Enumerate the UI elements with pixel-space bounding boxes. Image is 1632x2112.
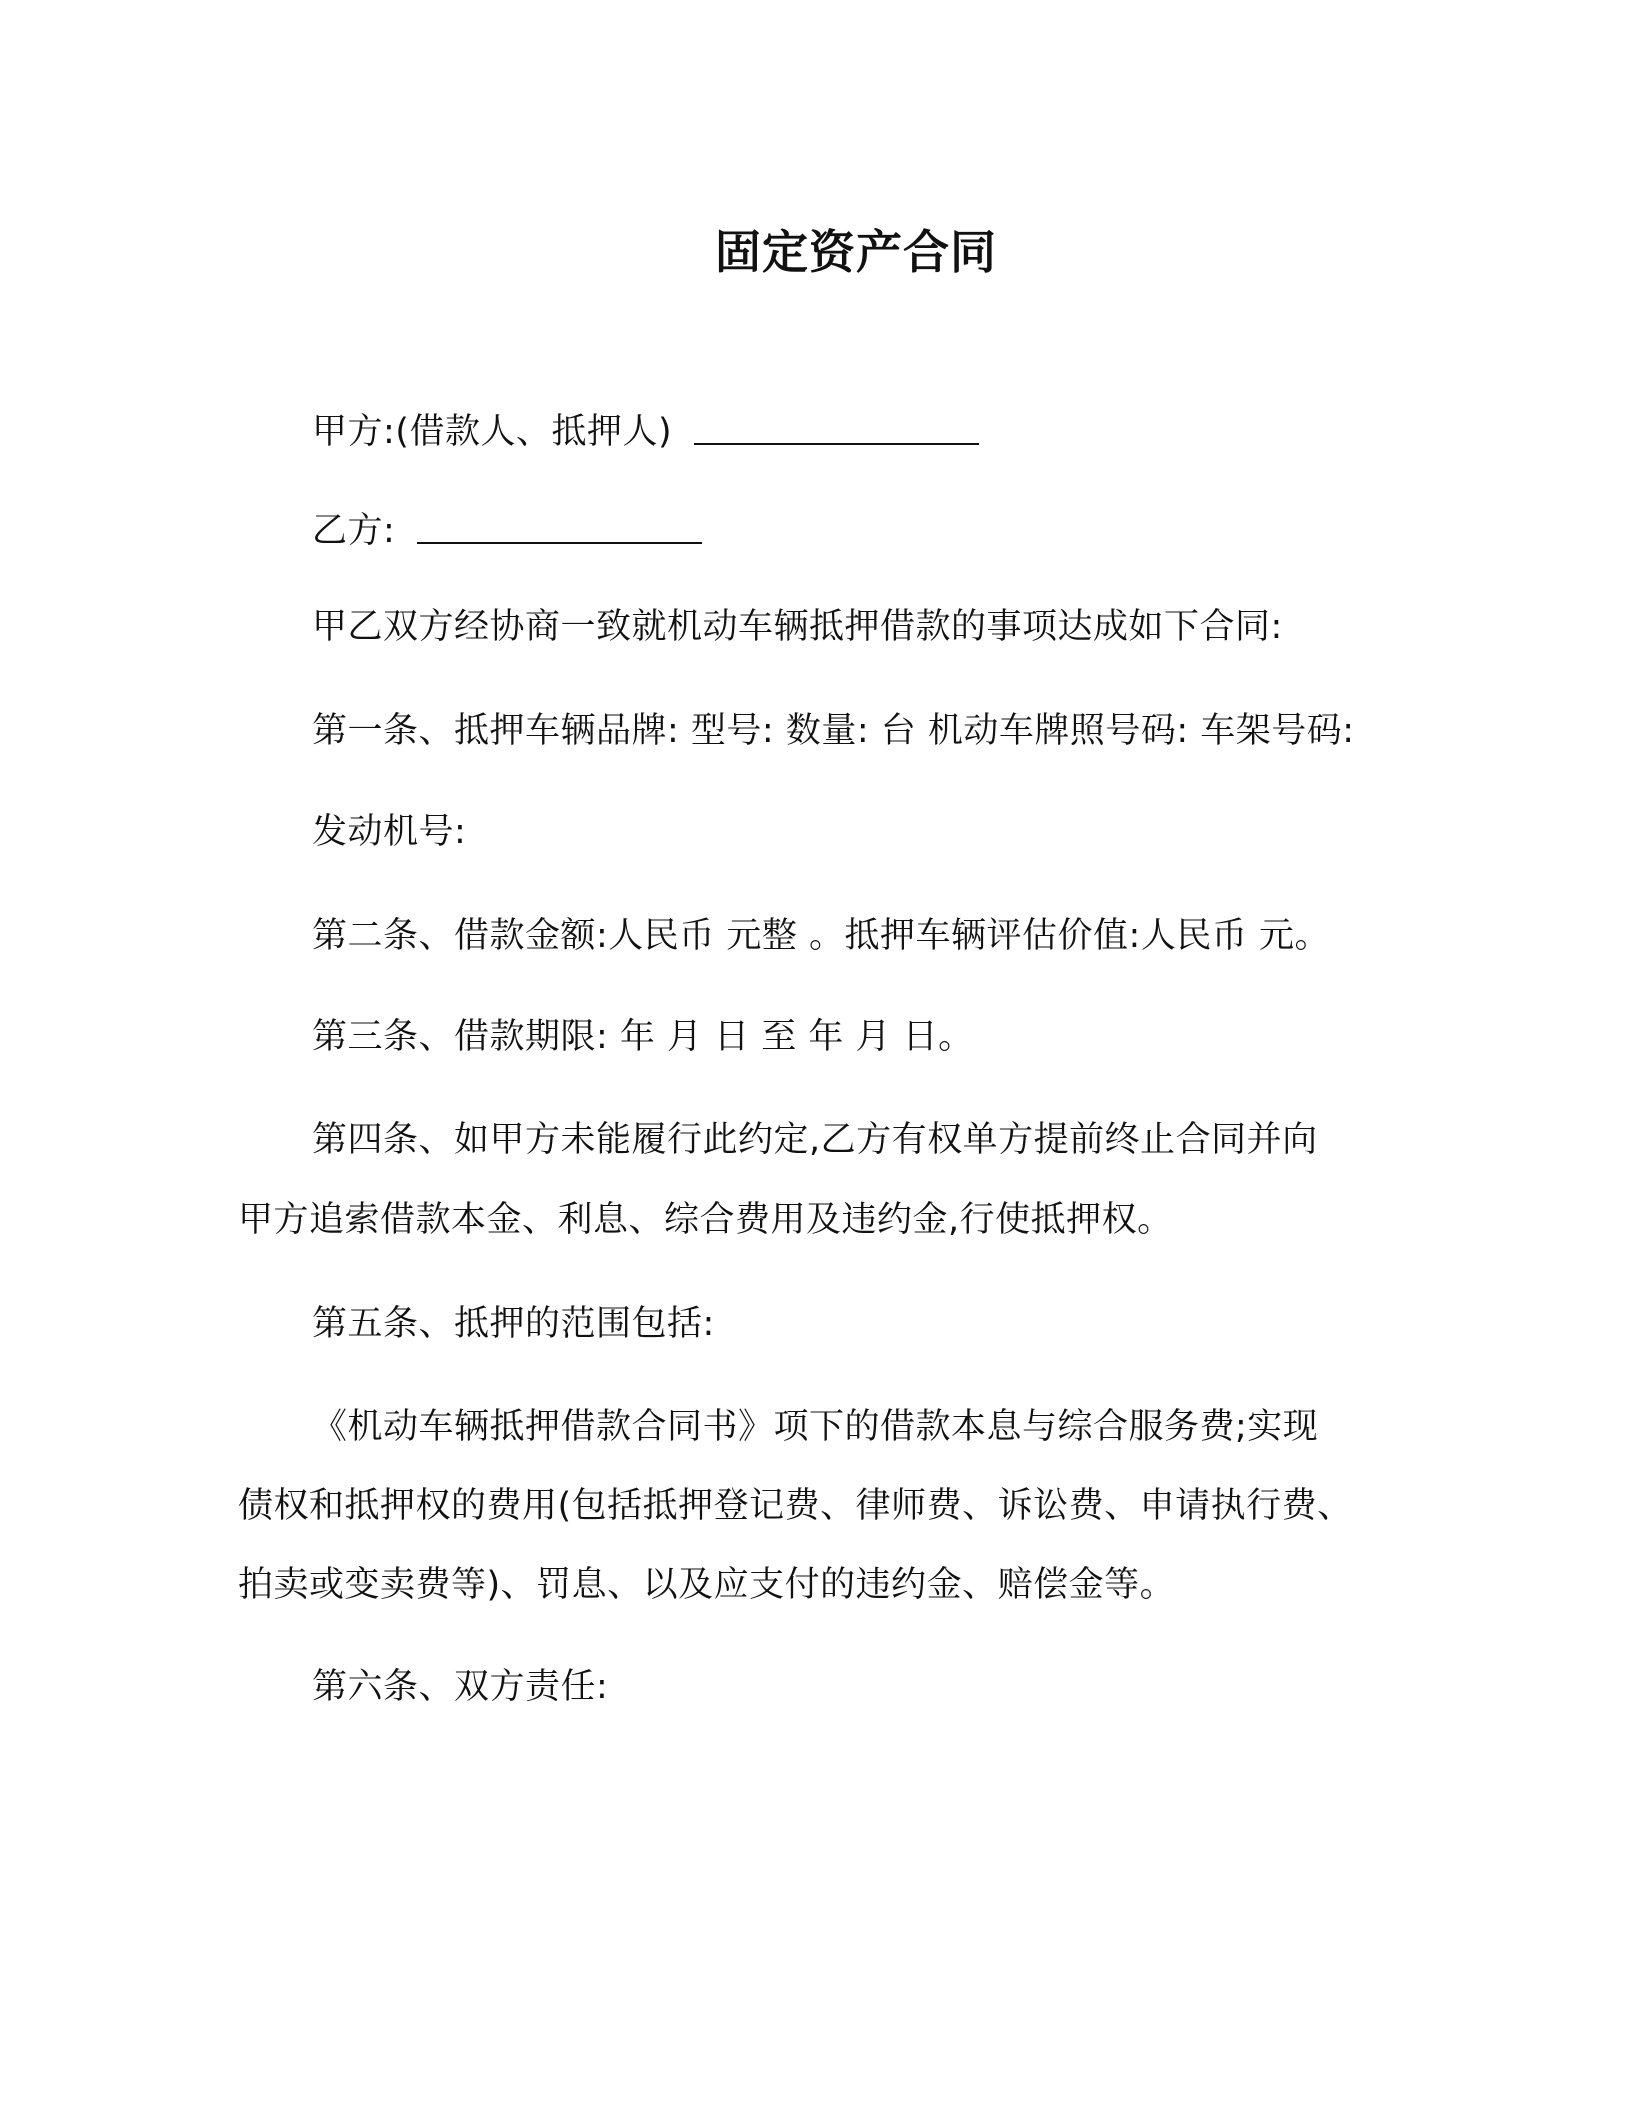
intro-line: 甲乙双方经协商一致就机动车辆抵押借款的事项达成如下合同: — [312, 607, 1283, 647]
scope-line-2: 债权和抵押权的费用(包括抵押登记费、律师费、诉讼费、申请执行费、 — [238, 1486, 1353, 1526]
party-b-label: 乙方: — [312, 511, 396, 551]
article-2-line: 第二条、借款金额:人民币 元整 。抵押车辆评估价值:人民币 元。 — [312, 916, 1330, 956]
article-4-line-2: 甲方追索借款本金、利息、综合费用及违约金,行使抵押权。 — [238, 1200, 1173, 1240]
article-3-line: 第三条、借款期限: 年 月 日 至 年 月 日。 — [312, 1017, 974, 1057]
scope-line-1: 《机动车辆抵押借款合同书》项下的借款本息与综合服务费;实现 — [312, 1407, 1319, 1447]
article-6-line: 第六条、双方责任: — [312, 1667, 609, 1707]
party-a-blank[interactable] — [694, 413, 979, 445]
party-b-blank[interactable] — [417, 512, 702, 544]
party-a-line — [312, 409, 979, 455]
document-title: 固定资产合同 — [715, 225, 997, 279]
article-1-line-2: 发动机号: — [312, 812, 467, 852]
party-b-line — [312, 508, 702, 554]
article-5-line: 第五条、抵押的范围包括: — [312, 1304, 715, 1344]
article-4-line-1: 第四条、如甲方未能履行此约定,乙方有权单方提前终止合同并向 — [312, 1120, 1318, 1160]
article-1-line-1: 第一条、抵押车辆品牌: 型号: 数量: 台 机动车牌照号码: 车架号码: — [312, 711, 1355, 751]
party-a-label: 甲方:(借款人、抵押人) — [312, 412, 673, 452]
scope-line-3: 拍卖或变卖费等)、罚息、以及应支付的违约金、赔偿金等。 — [238, 1565, 1176, 1605]
